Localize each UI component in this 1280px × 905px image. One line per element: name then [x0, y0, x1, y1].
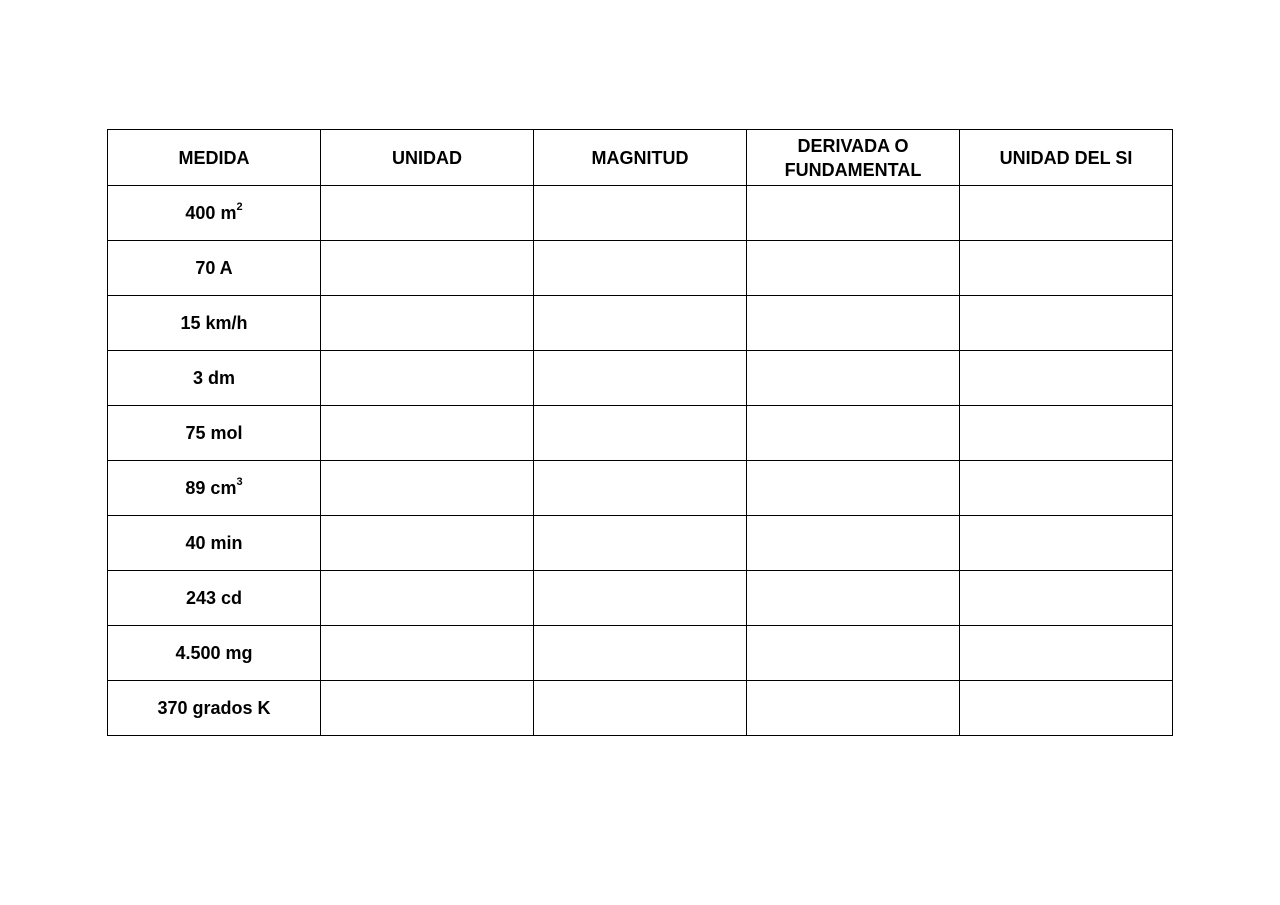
- cell-medida: [108, 626, 321, 681]
- cell-unidad-si[interactable]: [960, 186, 1173, 241]
- cell-unidad-si[interactable]: [960, 351, 1173, 406]
- cell-unidad-si[interactable]: [960, 241, 1173, 296]
- cell-unidad-si[interactable]: [960, 461, 1173, 516]
- header-unidad: UNIDAD: [321, 130, 534, 186]
- cell-unidad[interactable]: [321, 186, 534, 241]
- cell-derivada[interactable]: [747, 351, 960, 406]
- cell-medida: [108, 571, 321, 626]
- table-row: [108, 626, 1173, 681]
- cell-magnitud[interactable]: [534, 516, 747, 571]
- medida-value: 400 m: [185, 203, 237, 223]
- si-units-table: [107, 129, 1173, 736]
- cell-medida: [108, 186, 321, 241]
- cell-medida: [108, 241, 321, 296]
- header-medida: MEDIDA: [108, 130, 321, 186]
- table-row: [108, 241, 1173, 296]
- cell-derivada[interactable]: [747, 296, 960, 351]
- cell-magnitud[interactable]: [534, 241, 747, 296]
- header-magnitud: MAGNITUD: [534, 130, 747, 186]
- medida-value: 70 A: [195, 258, 233, 278]
- cell-unidad[interactable]: [321, 461, 534, 516]
- cell-derivada[interactable]: [747, 241, 960, 296]
- cell-unidad[interactable]: [321, 626, 534, 681]
- table-row: [108, 516, 1173, 571]
- header-derivada-line2: FUNDAMENTAL: [784, 159, 922, 180]
- cell-unidad-si[interactable]: [960, 296, 1173, 351]
- header-derivada-o-fundamental: [747, 130, 960, 186]
- medida-exponent: 2: [236, 201, 243, 213]
- cell-magnitud[interactable]: [534, 296, 747, 351]
- cell-medida: [108, 406, 321, 461]
- cell-unidad-si[interactable]: [960, 571, 1173, 626]
- cell-magnitud[interactable]: [534, 461, 747, 516]
- medida-value: 3 dm: [192, 368, 235, 388]
- table-row: [108, 461, 1173, 516]
- cell-unidad-si[interactable]: [960, 406, 1173, 461]
- table-row: [108, 406, 1173, 461]
- cell-unidad-si[interactable]: [960, 626, 1173, 681]
- table-row: [108, 296, 1173, 351]
- cell-unidad[interactable]: [321, 351, 534, 406]
- medida-exponent: 3: [236, 476, 243, 488]
- cell-derivada[interactable]: [747, 516, 960, 571]
- cell-unidad-si[interactable]: [960, 681, 1173, 736]
- cell-unidad[interactable]: [321, 516, 534, 571]
- cell-magnitud[interactable]: [534, 626, 747, 681]
- cell-medida: [108, 461, 321, 516]
- cell-unidad[interactable]: [321, 571, 534, 626]
- medida-value: 40 min: [185, 533, 243, 553]
- cell-unidad-si[interactable]: [960, 516, 1173, 571]
- table-row: [108, 186, 1173, 241]
- cell-medida: [108, 681, 321, 736]
- cell-unidad[interactable]: [321, 296, 534, 351]
- table-header: [108, 130, 1173, 186]
- cell-derivada[interactable]: [747, 461, 960, 516]
- cell-derivada[interactable]: [747, 186, 960, 241]
- table-row: [108, 571, 1173, 626]
- table-row: [108, 681, 1173, 736]
- medida-value: 243 cd: [185, 588, 243, 608]
- header-derivada-line1: DERIVADA O: [797, 135, 909, 156]
- table-row: [108, 351, 1173, 406]
- cell-magnitud[interactable]: [534, 406, 747, 461]
- table-body: [108, 186, 1173, 736]
- cell-derivada[interactable]: [747, 571, 960, 626]
- medida-value: 370 grados K: [157, 698, 271, 718]
- cell-magnitud[interactable]: [534, 681, 747, 736]
- cell-derivada[interactable]: [747, 406, 960, 461]
- cell-derivada[interactable]: [747, 626, 960, 681]
- cell-magnitud[interactable]: [534, 351, 747, 406]
- cell-unidad[interactable]: [321, 406, 534, 461]
- cell-medida: [108, 296, 321, 351]
- cell-unidad[interactable]: [321, 241, 534, 296]
- medida-value: 75 mol: [185, 423, 243, 443]
- header-row: [108, 130, 1173, 186]
- cell-medida: [108, 351, 321, 406]
- header-unidad-del-si: UNIDAD DEL SI: [960, 130, 1173, 186]
- cell-unidad[interactable]: [321, 681, 534, 736]
- medida-value: 89 cm: [185, 478, 237, 498]
- cell-medida: [108, 516, 321, 571]
- medida-value: 4.500 mg: [175, 643, 253, 663]
- cell-magnitud[interactable]: [534, 571, 747, 626]
- medida-value: 15 km/h: [180, 313, 248, 333]
- cell-magnitud[interactable]: [534, 186, 747, 241]
- cell-derivada[interactable]: [747, 681, 960, 736]
